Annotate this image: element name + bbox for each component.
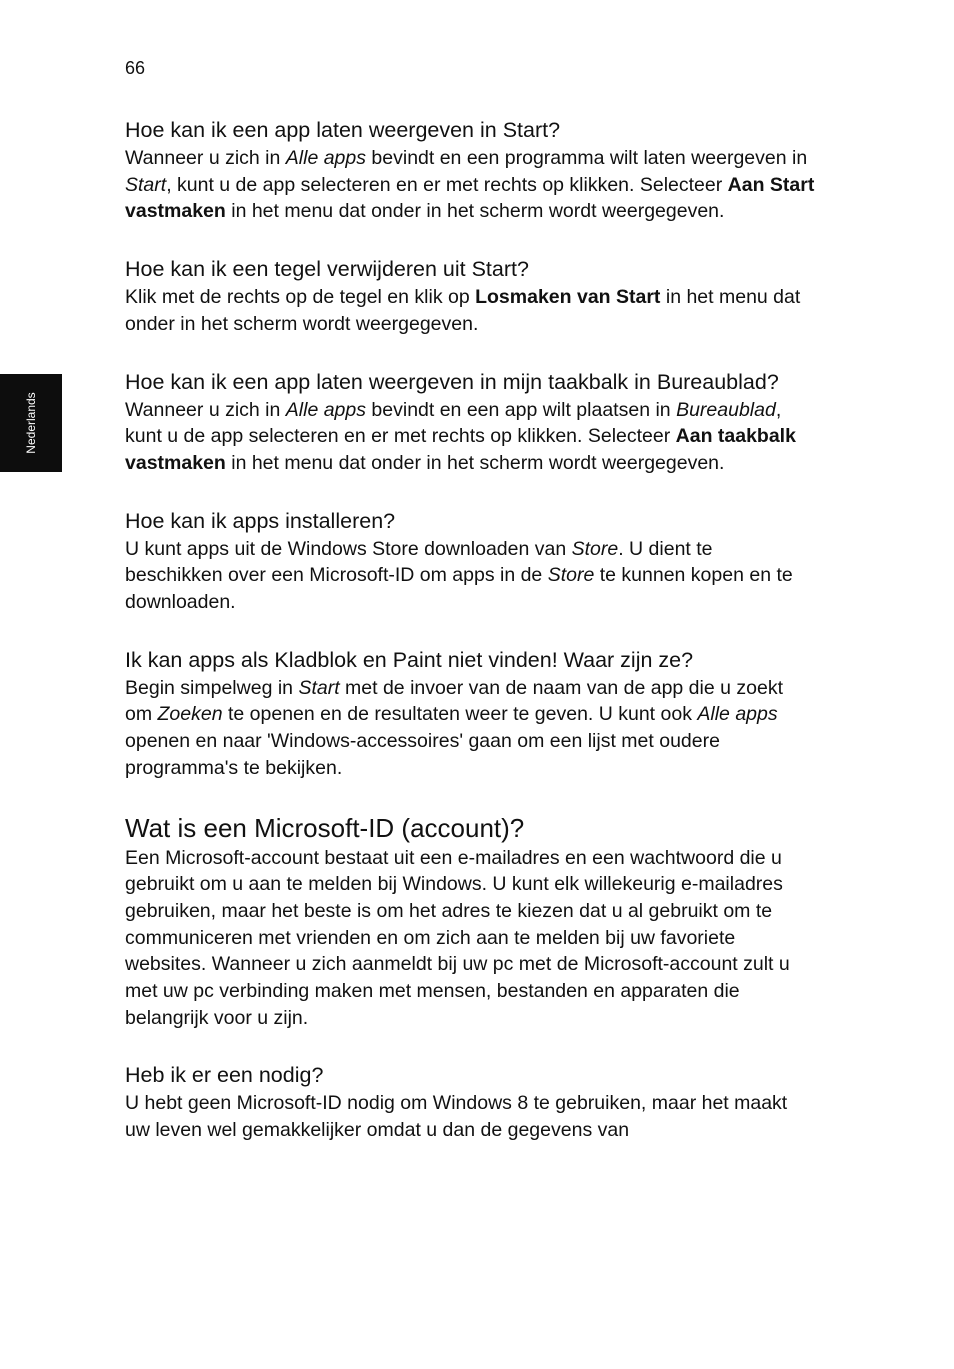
section-body (125, 1090, 815, 1143)
text-run: te openen en de resultaten weer te geven. U kunt ook (222, 703, 698, 726)
section-microsoft-id (125, 811, 815, 1032)
text-run: met de invoer van de naam van de app die u zoekt om (125, 676, 783, 726)
section-heading: Hoe kan ik apps installeren? (125, 508, 396, 533)
section-body (125, 284, 815, 337)
faq-section-pin-to-start (125, 115, 815, 225)
section-heading: Ik kan apps als Kladblok en Paint niet vinden! Waar zijn ze? (125, 647, 694, 672)
main-heading: Wat is een Microsoft-ID (account)? (125, 812, 525, 843)
bold-term: Aan Start vastmaken (125, 173, 815, 223)
faq-section-find-apps (125, 645, 815, 782)
section-body (125, 675, 815, 782)
faq-section-install-apps (125, 506, 815, 616)
text-run: in het menu dat onder in het scherm wordt weergegeven. (225, 451, 725, 474)
text-run: openen en naar 'Windows-accessoires' gaan om een lijst met oudere programma's te bekijken. (125, 730, 720, 779)
text-run: . U dient te beschikken over een Microsoft-ID om apps in de (125, 537, 713, 587)
faq-section-remove-tile (125, 254, 815, 337)
section-body (125, 536, 815, 616)
section-body (125, 845, 815, 1032)
italic-term: Start (298, 676, 340, 699)
text-run: Klik met de rechts op de tegel en klik op (125, 286, 476, 309)
italic-term: Alle apps (285, 398, 366, 421)
language-side-tab (0, 374, 62, 472)
text-run: Wanneer u zich in (125, 398, 286, 421)
bold-term: Losmaken van Start (475, 286, 661, 309)
page-content (125, 115, 815, 1173)
italic-term: Start (125, 173, 167, 196)
text-run: in het menu dat onder in het scherm wordt weergegeven. (125, 286, 801, 335)
text-run: , kunt u de app selecteren en er met rechts op klikken. Selecteer (125, 398, 782, 448)
faq-section-need-one (125, 1060, 815, 1143)
section-heading: Heb ik er een nodig? (125, 1063, 324, 1088)
text-run: te kunnen kopen en te downloaden. (125, 564, 793, 614)
italic-term: Store (547, 564, 595, 587)
section-body (125, 397, 815, 477)
italic-term: Alle apps (697, 703, 778, 726)
section-heading: Hoe kan ik een app laten weergeven in mijn taakbalk in Bureaublad? (125, 369, 779, 394)
text-run: Een Microsoft-account bestaat uit een e-mailadres en een wachtwoord die u gebruikt om u aan te melden bij Windows. U kunt elk willekeurig e-mailadres gebruiken, maar het beste is om het adres te kiezen dat u al gebruikt om te communiceren met vrienden en om zich aan te melden bij uw favoriete websites. Wanneer u zich aanmeldt bij uw pc met de Microsoft-account zult u met uw pc verbinding maken met mensen, bestanden en apparaten die belangrijk voor u zijn. (125, 846, 790, 1029)
page-number: 66 (125, 58, 146, 78)
text-run: U hebt geen Microsoft-ID nodig om Windows 8 te gebruiken, maar het maakt uw leven wel gemakkelijker omdat u dan de gegevens van (125, 1092, 788, 1142)
italic-term: Store (571, 537, 619, 560)
italic-term: Alle apps (285, 147, 366, 169)
section-body (125, 145, 815, 225)
text-run: , kunt u de app selecteren en er met rechts op klikken. Selecteer (166, 173, 728, 196)
text-run: in het menu dat onder in het scherm wordt weergegeven. (225, 200, 725, 223)
faq-section-pin-to-taskbar (125, 367, 815, 477)
section-heading: Hoe kan ik een tegel verwijderen uit Start? (125, 257, 529, 282)
text-run: bevindt en een app wilt plaatsen in (366, 398, 677, 421)
text-run: Wanneer u zich in (125, 147, 286, 169)
side-tab-label: Nederlands (24, 392, 38, 454)
italic-term: Bureaublad (676, 398, 776, 421)
italic-term: Zoeken (157, 703, 223, 726)
section-heading: Hoe kan ik een app laten weergeven in Start? (125, 118, 561, 142)
text-run: Begin simpelweg in (125, 676, 299, 699)
bold-term: Aan taakbalk vastmaken (125, 425, 796, 474)
text-run: U kunt apps uit de Windows Store downloaden van (125, 537, 572, 560)
text-run: bevindt en een programma wilt laten weergeven in (366, 147, 808, 169)
